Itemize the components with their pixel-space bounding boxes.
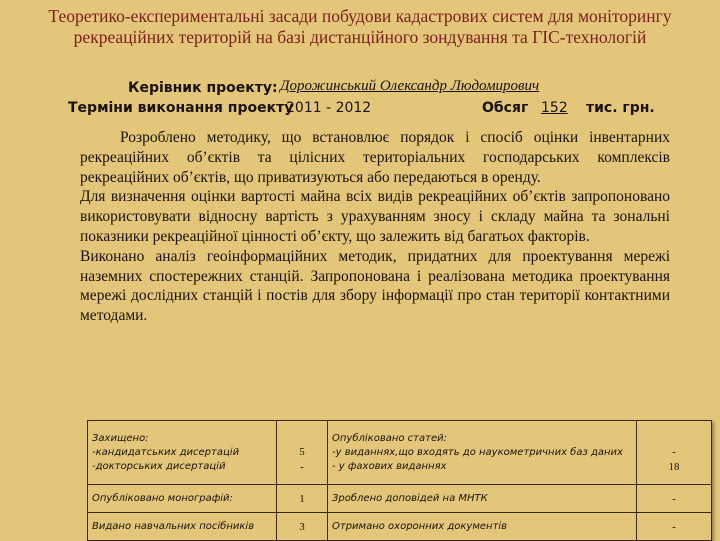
patents-value: - — [637, 513, 712, 541]
articles-professional-value: 18 — [668, 461, 680, 473]
articles-scientometric-value: - — [672, 446, 676, 458]
term-label: Терміни виконання проекту — [68, 100, 294, 116]
table-row — [88, 421, 712, 485]
paragraph-1: Розроблено методику, що встановлює порядок і спосіб оцінки інвентарних рекреаційних об’єктів та цілісних територіальних господарських комплексів рекреаційних об’єктів, що приватизуються або передаються в оренду. — [80, 129, 670, 186]
patents-label: Отримано охоронних документів — [328, 513, 637, 541]
defended-candidate: -кандидатських дисертацій — [92, 447, 240, 458]
defended-doctoral: -докторських дисертацій — [92, 461, 226, 472]
reports-label: Зроблено доповідей на МНТК — [328, 485, 637, 513]
results-table — [87, 420, 712, 541]
volume-value: 152 — [541, 100, 568, 116]
defended-cell — [88, 421, 277, 485]
articles-scientometric: -у виданнях,що входять до наукометричних баз даних — [332, 447, 623, 458]
articles-values — [637, 421, 712, 485]
defended-candidate-value: 5 — [299, 446, 305, 458]
articles-head: Опубліковано статей: — [332, 433, 447, 444]
volume-label: Обсяг — [482, 100, 529, 116]
table-row — [88, 513, 712, 541]
leader-label: Керівник проекту: — [128, 80, 278, 96]
project-description — [80, 128, 670, 326]
term-value: 2011 - 2012 — [286, 100, 372, 116]
articles-professional: - у фахових виданнях — [332, 461, 447, 472]
articles-cell — [328, 421, 637, 485]
defended-head: Захищено: — [92, 433, 149, 444]
textbooks-value: 3 — [277, 513, 328, 541]
leader-name: Дорожинський Олександр Людомирович — [280, 78, 540, 94]
monographs-value: 1 — [277, 485, 328, 513]
page-title: Теоретико-експериментальні засади побудови кадастрових систем для моніторингу рекреаційних територій на базі дистанційного зондування та ГІС-технологій — [48, 6, 672, 47]
reports-value: - — [637, 485, 712, 513]
paragraph-3: Виконано аналіз геоінформаційних методик, придатних для проектування мережі наземних спостережних станцій. Запропонована і реалізована методика проектування мережі дослідних станцій і постів для збору інформації про стан території контактними методами. — [80, 247, 670, 325]
defended-doctoral-value: - — [300, 461, 304, 473]
paragraph-2: Для визначення оцінки вартості майна всіх видів рекреаційних об’єктів запропоновано використовувати відносну вартість з урахуванням зносу і складу майна та зональні показники рекреаційної цінності об’єкту, що залежить від багатьох факторів. — [80, 188, 670, 245]
textbooks-label: Видано навчальних посібників — [88, 513, 277, 541]
monographs-label: Опубліковано монографій: — [88, 485, 277, 513]
defended-values — [277, 421, 328, 485]
table-row — [88, 485, 712, 513]
volume-unit: тис. грн. — [586, 100, 655, 116]
